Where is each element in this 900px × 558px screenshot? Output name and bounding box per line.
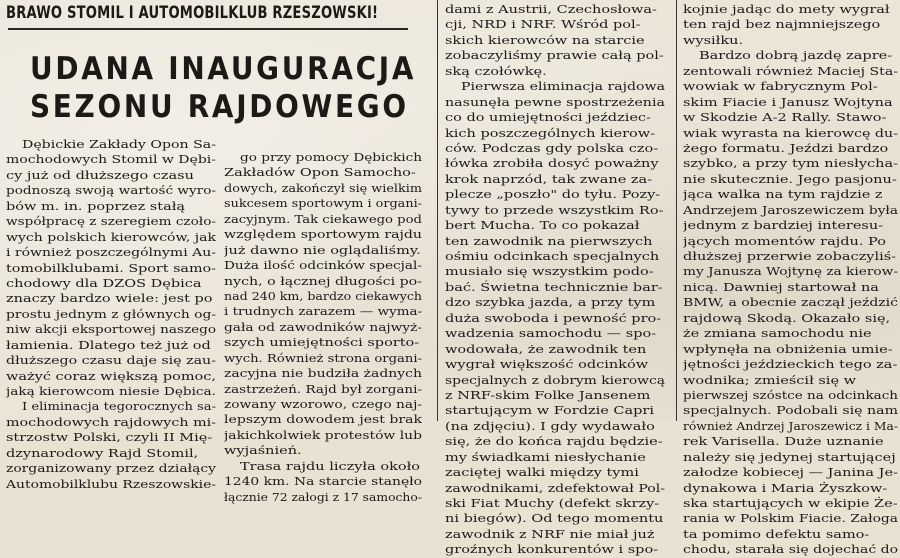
text-line: gała od zawodników najwyż- xyxy=(224,319,422,334)
text-line: rek Varisella. Duże uznanie xyxy=(683,434,884,449)
text-line: nie skutecznie. Jego pasjonu- xyxy=(683,171,897,186)
text-line: dłuższego czasu daje się zau- xyxy=(6,353,216,368)
text-line: szybko, a przy tym niesłycha- xyxy=(683,156,898,171)
text-line: (na zdjęciu). I gdy wydawało xyxy=(445,418,655,433)
text-line: jaką kierowcom niesie Dębica. xyxy=(6,384,216,398)
text-line: współpracę z szeregiem czoło- xyxy=(6,214,216,229)
text-line: zaciętej walki między tymi xyxy=(445,465,639,480)
text-line: dowych, zakończył się wielkim xyxy=(224,180,422,195)
text-line: bać. Świetna technicznie bar- xyxy=(445,279,663,294)
text-line: zacyjnym. Tak ciekawego pod xyxy=(224,211,422,226)
text-line: wodnika; zmieścił się w xyxy=(683,372,857,387)
text-line: pierwszej szóstce na odcinkach xyxy=(683,387,898,402)
text-line: ten rajd bez najmniejszego xyxy=(683,17,881,32)
text-line: dzynarodowy Rajd Stomil, xyxy=(6,445,199,460)
text-line: zobaczyliśmy prawie całą pol- xyxy=(445,48,664,63)
text-line: startującym w Fordzie Capri xyxy=(445,403,655,418)
text-line: i również poszczególnymi Au- xyxy=(6,245,216,260)
kicker-underline xyxy=(8,28,408,30)
text-line: skich kierowców na starcie xyxy=(445,32,645,47)
text-line: my świadkami niesłychanie xyxy=(445,449,646,464)
text-line: ni biegów). Od tego momentu xyxy=(445,511,664,526)
text-line: Andrzejem Jaroszewiczem była xyxy=(683,202,898,217)
text-line: wych. Również strona organi- xyxy=(224,350,422,365)
text-line: wiak wyrasta na kierowcę du- xyxy=(683,125,898,140)
text-line: w Skodzie A-2 Rally. Stawo- xyxy=(683,110,887,125)
text-line: go przy pomocy Dębickich xyxy=(240,150,422,164)
text-line: nad 240 km, bardzo ciekawych xyxy=(224,288,422,303)
text-line: z NRF-skim Folke Jansenem xyxy=(445,387,651,402)
text-line: ski Fiat Muchy (defekt skrzy- xyxy=(445,496,660,510)
text-line: kojnie jadąc do mety wygrał xyxy=(683,2,890,16)
text-line: kich poszczególnych kierow- xyxy=(445,125,656,140)
text-line: dynakowa i Maria Żyszkow- xyxy=(683,480,888,495)
article-column-2 xyxy=(224,150,422,505)
text-line: rajdową Skodą. Okazało się, xyxy=(683,310,891,325)
text-line: Pierwsza eliminacja rajdowa xyxy=(461,79,665,94)
text-line: groźnych konkurentów i spo- xyxy=(445,542,659,557)
text-line: Trasa rajdu liczyła około xyxy=(240,458,421,473)
text-line: łącznie 72 załogi z 17 samocho- xyxy=(224,489,422,504)
text-line: chodu, starała się dojechać do xyxy=(683,542,898,557)
text-line: cji, NRD i NRF. Wśród pol- xyxy=(445,17,641,32)
text-line: żego formatu. Jeździ bardzo xyxy=(683,140,889,155)
text-line: mochodowych rajdowych mi- xyxy=(6,414,216,429)
text-line: Zakładów Opon Samocho- xyxy=(224,165,416,180)
text-line: względem sportowym rajdu xyxy=(224,227,422,242)
text-line: wadzenia samochodu — spo- xyxy=(445,326,657,341)
text-line: że zmiana samochodu nie xyxy=(683,326,872,341)
text-line: Automobilklubu Rzeszowskie- xyxy=(6,476,216,491)
text-line: musiało się wszystkim podo- xyxy=(445,264,654,279)
text-line: dami z Austrii, Czechosłowa- xyxy=(445,2,657,16)
text-line: ców. Podczas gdy polska czo- xyxy=(445,140,659,155)
text-line: Bardzo dobrą jazdę zapre- xyxy=(699,48,893,63)
text-line: zowany wzorowo, czego naj- xyxy=(224,397,422,411)
text-line: chodowy dla DZOS Dębica xyxy=(6,275,202,290)
text-line: duża swoboda i pewność pro- xyxy=(445,310,662,325)
text-line: skim Fiacie i Janusz Wojtyna xyxy=(683,94,893,109)
text-line: nych, o łącznej długości po- xyxy=(224,273,422,288)
text-line: nasunęła pewne spostrzeżenia xyxy=(445,94,665,109)
text-line: zorganizowany przez działący xyxy=(6,461,216,476)
text-line: się, że do końca rajdu będzie- xyxy=(445,434,663,449)
text-line: niw akcji eksportowej naszego xyxy=(6,322,216,337)
text-line: wygrał większość odcinków xyxy=(445,357,649,372)
text-line: zastrzeżeń. Rajd był zorgani- xyxy=(224,381,422,396)
text-line: jętności jeździeckich tego za- xyxy=(683,357,898,372)
text-line: i trudnych zarazem — wyma- xyxy=(224,304,422,319)
text-line: Dębickie Zakłady Opon Sa- xyxy=(22,137,216,151)
text-line: I eliminacja tegorocznych sa- xyxy=(22,399,216,414)
article-column-4 xyxy=(683,2,898,558)
text-line: ską czołówkę. xyxy=(445,63,547,78)
text-line: plecze „poszło" do tyłu. Pozy- xyxy=(445,187,661,202)
text-line: Duża ilość odcinków specjal- xyxy=(224,258,422,273)
text-line: wych polskich kierowców, jak xyxy=(6,229,216,244)
text-line: krok naprzód, tak zwane za- xyxy=(445,171,653,186)
kicker-headline: BRAWO STOMIL I AUTOMOBILKLUB RZESZOWSKI! xyxy=(6,3,379,23)
text-line: strzostw Polski, czyli II Mię- xyxy=(6,430,213,445)
text-line: zawodnikami, zdefektował Pol- xyxy=(445,480,665,495)
text-line: specjalnych. Podobali się nam xyxy=(683,403,898,418)
article-headline xyxy=(30,50,417,126)
text-line: również Andrzej Jaroszewicz i Ma- xyxy=(683,418,898,433)
text-line: ska startujących w ekipie Że- xyxy=(683,496,898,510)
text-line: wysiłku. xyxy=(683,32,744,47)
text-line: szych umiejętności sporto- xyxy=(224,335,420,350)
text-line: dłuższej przerwie zobaczyliś- xyxy=(683,249,897,263)
text-line: tomobilklubami. Sport samo- xyxy=(6,260,216,275)
text-line: BMW, a obecnie zaczął jeździć xyxy=(683,295,898,310)
text-line: nicą. Dawniej startował na xyxy=(683,279,879,294)
text-line: jąca walka na tym rajdzie z xyxy=(683,187,883,202)
column-divider xyxy=(437,0,438,421)
article-column-3 xyxy=(445,2,665,558)
text-line: łamienia. Dlatego też już od xyxy=(6,337,211,352)
text-line: mochodowych Stomil w Dębi- xyxy=(6,152,216,167)
text-line: ta pomimo defektu samo- xyxy=(683,526,870,541)
text-line: zawodnik z NRF nie miał już xyxy=(445,526,655,541)
text-line: wyjaśnień. xyxy=(224,443,302,458)
text-line: jących momentów rajdu. Po xyxy=(683,233,886,248)
text-line: prostu jednym z głównych og- xyxy=(6,306,216,321)
text-line: znaczy bardzo wiele: jest po xyxy=(6,291,213,306)
text-line: co do umiejętności jeździec- xyxy=(445,110,651,125)
text-line: wowiak w fabrycznym Pol- xyxy=(683,79,878,94)
text-line: wodowała, że zawodnik ten xyxy=(445,341,647,356)
text-line: 1240 km. Na starcie stanęło xyxy=(224,474,422,489)
headline-line-2: SEZONU RAJDOWEGO xyxy=(30,89,409,125)
text-line: już dawno nie oglądaliśmy. xyxy=(224,242,421,257)
text-line: jakichkolwiek protestów lub xyxy=(224,427,422,442)
text-line: jednym z bardziej interesu- xyxy=(683,218,884,233)
text-line: tywy to przede wszystkim Ro- xyxy=(445,202,664,217)
text-line: cy już od dłuższego czasu xyxy=(6,167,194,182)
text-line: lepszym dowodem jest brak xyxy=(224,412,422,427)
headline-line-1: UDANA INAUGURACJA xyxy=(30,51,417,87)
text-line: ten zawodnik na pierwszych xyxy=(445,233,653,248)
text-line: ośmiu odcinkach specjalnych xyxy=(445,249,660,263)
text-line: specjalnych z dobrym kierowcą xyxy=(445,372,665,387)
article-column-1 xyxy=(6,137,216,492)
text-line: wpłynęła na obniżenia umie- xyxy=(683,341,893,356)
text-line: zentowali również Maciej Sta- xyxy=(683,63,898,78)
text-line: bert Mucha. To co pokazał xyxy=(445,218,640,233)
text-line: należy się jedynej startującej xyxy=(683,449,896,464)
text-line: załodze kobiecej — Janina Je- xyxy=(683,465,898,480)
text-line: łówka zrobiła dosyć poważny xyxy=(445,156,659,171)
text-line: podnoszą swoją wartość wyro- xyxy=(6,183,216,198)
text-line: ważyć coraz większą pomoc, xyxy=(6,368,216,383)
text-line: zacyjna nie budziła żadnych xyxy=(224,366,422,381)
text-line: dzo szybka jazda, a przy tym xyxy=(445,295,656,310)
text-line: sukcesem sportowym i organi- xyxy=(224,196,422,211)
text-line: bów m. in. poprzez stałą xyxy=(6,198,186,213)
text-line: my Janusza Wojtynę za kierow- xyxy=(683,264,898,279)
column-divider xyxy=(676,0,677,421)
text-line: rania w Polskim Fiacie. Załoga xyxy=(683,511,898,526)
